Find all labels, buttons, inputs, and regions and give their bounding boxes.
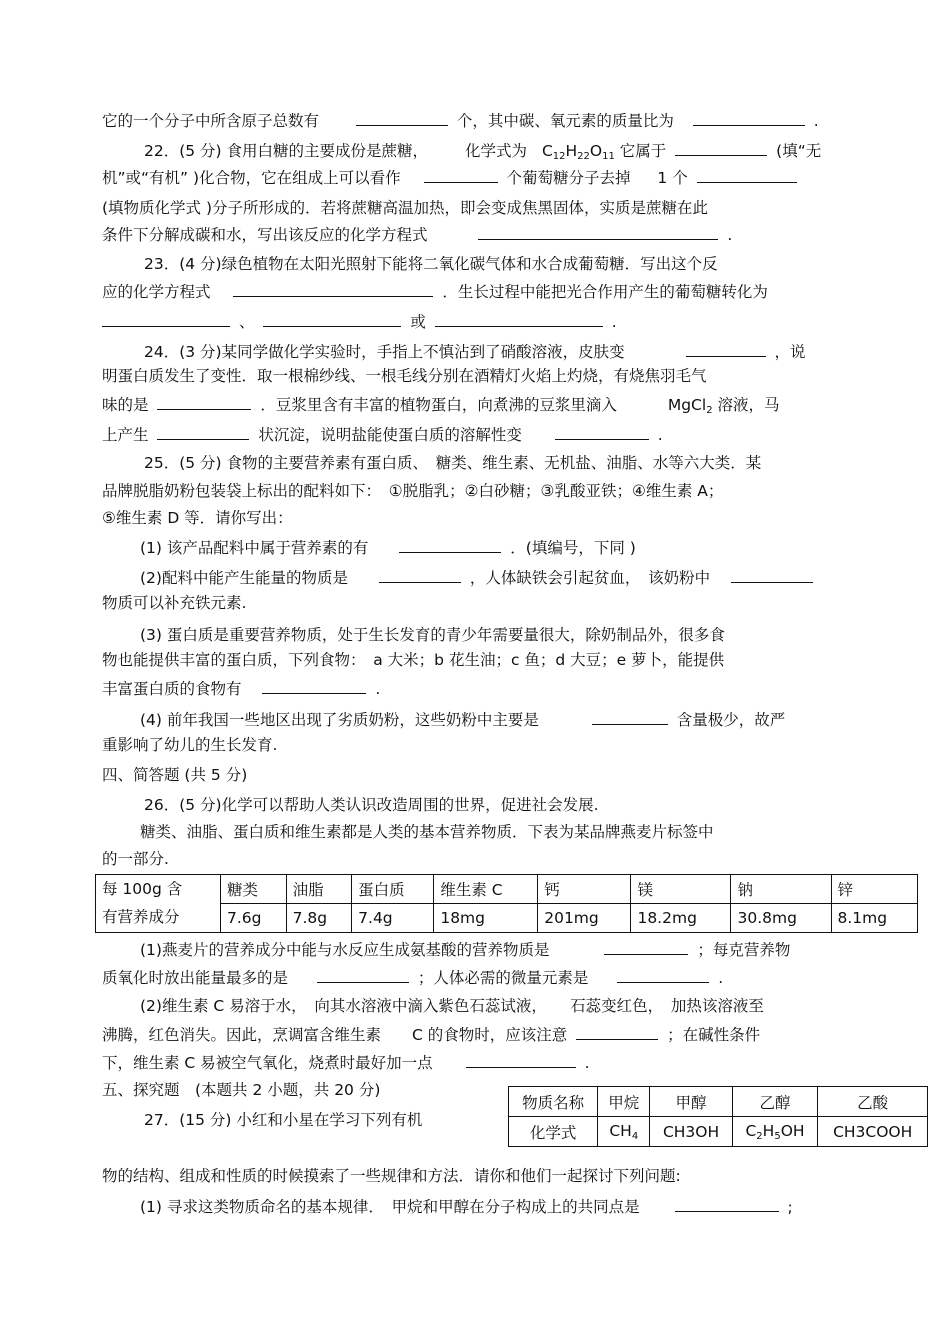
- text: MgCl: [667, 396, 707, 414]
- answer-blank[interactable]: [435, 311, 603, 327]
- table-cell: 化学式: [509, 1117, 598, 1147]
- text: 沸腾，红色消失。因此，烹调富含维生素 C 的食物时，应该注意: [102, 1026, 568, 1044]
- text: .: [813, 112, 819, 130]
- text-line: [140, 1196, 793, 1217]
- text-line: (3) 蛋白质是重要营养物质，处于生长发育的青少年需要量很大，除奶制品外，很多食: [140, 626, 725, 644]
- text: 机”或“有机” )化合物，它在组成上可以看作: [102, 169, 401, 187]
- answer-blank[interactable]: [592, 709, 668, 725]
- section-heading: 五、探究题 (本题共 2 小题，共 20 分): [102, 1081, 381, 1099]
- text: 24．(3 分)某同学做化学实验时，手指上不慎沾到了硝酸溶液，皮肤变: [144, 343, 625, 361]
- answer-blank[interactable]: [697, 167, 797, 183]
- text-line: [102, 1052, 590, 1073]
- question-25: 25．(5 分) 食物的主要营养素有蛋白质、 糖类、维生素、无机盐、油脂、水等六大类．某: [144, 454, 762, 472]
- text-line: [140, 537, 636, 558]
- table-cell: 镁: [631, 875, 731, 904]
- text: 它的一个分子中所含原子总数有: [102, 112, 320, 130]
- table-cell: CH3OH: [650, 1117, 732, 1147]
- text: ，人体缺铁会引起贫血， 该奶粉中: [469, 569, 711, 587]
- table-cell: 甲醇: [650, 1087, 732, 1117]
- table-cell: 钠: [731, 875, 831, 904]
- table-cell: 蛋白质: [352, 875, 434, 904]
- table-cell: 物质名称: [509, 1087, 598, 1117]
- text: .: [718, 969, 724, 987]
- text: (填“无: [776, 142, 822, 160]
- answer-blank[interactable]: [466, 1052, 576, 1068]
- answer-blank[interactable]: [263, 311, 401, 327]
- text-line: [140, 709, 785, 730]
- text: 条件下分解成碳和水，写出该反应的化学方程式: [102, 226, 428, 244]
- answer-blank[interactable]: [157, 424, 249, 440]
- text: ．(填编号，下同 ): [510, 539, 636, 557]
- answer-blank[interactable]: [356, 110, 448, 126]
- table-cell: 201mg: [538, 904, 631, 933]
- text: .: [375, 680, 381, 698]
- text: .: [584, 1054, 590, 1072]
- table-cell: $C_2H_5OH$: [732, 1117, 818, 1147]
- text-line: [102, 678, 380, 699]
- question-23: 23．(4 分)绿色植物在太阳光照射下能将二氧化碳气体和水合成葡萄糖．写出这个反: [144, 255, 718, 273]
- text-line: 品牌脱脂奶粉包装袋上标出的配料如下： ①脱脂乳；②白砂糖；③乳酸亚铁；④维生素 A；: [102, 482, 724, 500]
- text: 上产生: [102, 426, 149, 444]
- text: .: [611, 313, 617, 331]
- text-line: 物也能提供丰富的蛋白质，下列食物： a 大米；b 花生油；c 鱼；d 大豆；e 萝卜，能提供: [102, 651, 725, 669]
- answer-blank[interactable]: [478, 224, 718, 240]
- text-line: [140, 567, 817, 588]
- table-cell: 乙醇: [732, 1087, 818, 1117]
- answer-blank[interactable]: [731, 567, 813, 583]
- text: (2)配料中能产生能量的物质是: [140, 569, 348, 587]
- text: 状沉淀，说明盐能使蛋白质的溶解性变: [258, 426, 522, 444]
- answer-blank[interactable]: [379, 567, 461, 583]
- text: 含量极少，故严: [676, 711, 786, 729]
- table-cell: 18mg: [434, 904, 538, 933]
- text: 下，维生素 C 易被空气氧化，烧煮时最好加一点: [102, 1054, 433, 1072]
- text: 个葡萄糖分子去掉: [506, 169, 631, 187]
- text: ．生长过程中能把光合作用产生的葡萄糖转化为: [442, 283, 768, 301]
- text-line: [102, 281, 768, 302]
- text-line: [102, 424, 663, 445]
- sucrose-formula: $C_{12}H_{22}O_{11}$: [541, 142, 615, 162]
- answer-blank[interactable]: [675, 1196, 779, 1212]
- answer-blank[interactable]: [157, 394, 251, 410]
- text: (4) 前年我国一些地区出现了劣质奶粉，这些奶粉中主要是: [140, 711, 539, 729]
- text: (1)燕麦片的营养成分中能与水反应生成氨基酸的营养物质是: [140, 941, 550, 959]
- question-22: [144, 140, 821, 167]
- table-cell: 8.1mg: [831, 904, 917, 933]
- text-line: ⑤维生素 D 等．请你写出：: [102, 509, 293, 527]
- text: (1) 寻求这类物质命名的基本规律． 甲烷和甲醇在分子构成上的共同点是: [140, 1198, 640, 1216]
- text: 或: [410, 313, 426, 331]
- table-cell: 7.4g: [352, 904, 434, 933]
- text-line: [102, 167, 797, 188]
- text: .: [727, 226, 733, 244]
- answer-blank[interactable]: [424, 167, 498, 183]
- text-line: [102, 394, 780, 421]
- text: 质氧化时放出能量最多的是: [102, 969, 289, 987]
- table-cell: 7.6g: [221, 904, 287, 933]
- answer-blank[interactable]: [233, 281, 433, 297]
- table-cell: 甲烷: [598, 1087, 650, 1117]
- text: ．豆浆里含有丰富的植物蛋白，向煮沸的豆浆里滴入: [260, 396, 617, 414]
- question-24: [144, 341, 806, 362]
- text-line: [102, 311, 617, 332]
- section-heading: 四、简答题 (共 5 分): [102, 766, 248, 784]
- table-header-cell: 每 100g 含 有营养成分: [96, 875, 221, 933]
- text: 、: [238, 313, 255, 331]
- text-line: 重影响了幼儿的生长发育.: [102, 736, 278, 754]
- answer-blank[interactable]: [102, 311, 230, 327]
- text: 丰富蛋白质的食物有: [102, 680, 242, 698]
- table-row: [509, 1087, 928, 1117]
- text: (1) 该产品配料中属于营养素的有: [140, 539, 369, 557]
- table-cell: 糖类: [221, 875, 287, 904]
- text: ；人体必需的微量元素是: [417, 969, 589, 987]
- text: .: [657, 426, 663, 444]
- table-cell: 钙: [538, 875, 631, 904]
- text: 22．(5 分) 食用白糖的主要成份是蔗糖，: [144, 142, 429, 160]
- answer-blank[interactable]: [317, 967, 409, 983]
- answer-blank[interactable]: [262, 678, 366, 694]
- table-cell: $CH_4$: [598, 1117, 650, 1147]
- text-line: (填物质化学式 )分子所形成的．若将蔗糖高温加热，即会变成焦黑固体，实质是蔗糖在此: [102, 199, 709, 217]
- table-row: [96, 875, 918, 904]
- answer-blank[interactable]: [576, 1024, 658, 1040]
- text-line: 明蛋白质发生了变性．取一根棉纱线、一根毛线分别在酒精灯火焰上灼烧，有烧焦羽毛气: [102, 367, 707, 385]
- answer-blank[interactable]: [693, 110, 805, 126]
- text-line: [102, 110, 819, 131]
- answer-blank[interactable]: [555, 424, 649, 440]
- table-cell: 乙酸: [818, 1087, 928, 1117]
- substance-table: [508, 1086, 928, 1147]
- table-cell: 维生素 C: [434, 875, 538, 904]
- subscript: 2: [706, 405, 713, 416]
- table-cell: 锌: [831, 875, 917, 904]
- text-line: [102, 967, 723, 988]
- text-line: [102, 224, 732, 245]
- text: 个，其中碳、氧元素的质量比为: [456, 112, 674, 130]
- table-cell: CH3COOH: [818, 1117, 928, 1147]
- text-line: (2)维生素 C 易溶于水， 向其水溶液中滴入紫色石蕊试液， 石蕊变红色， 加热该溶液至: [140, 997, 764, 1015]
- answer-blank[interactable]: [617, 967, 709, 983]
- text-line: [102, 1024, 760, 1045]
- text: 1 个: [657, 169, 688, 187]
- text: 它属于: [619, 142, 667, 160]
- text: ;: [787, 1198, 793, 1216]
- answer-blank[interactable]: [604, 939, 688, 955]
- text: 化学式为: [464, 142, 527, 160]
- text: 应的化学方程式: [102, 283, 211, 301]
- table-cell: 7.8g: [286, 904, 352, 933]
- answer-blank[interactable]: [675, 140, 767, 156]
- text-line: 糖类、油脂、蛋白质和维生素都是人类的基本营养物质．下表为某品牌燕麦片标签中: [140, 823, 714, 841]
- table-row: [509, 1117, 928, 1147]
- text-line: 物的结构、组成和性质的时候摸索了一些规律和方法．请你和他们一起探讨下列问题:: [102, 1167, 681, 1185]
- text: 味的是: [102, 396, 149, 414]
- question-26: 26．(5 分)化学可以帮助人类认识改造周围的世界，促进社会发展.: [144, 796, 599, 814]
- table-cell: 30.8mg: [731, 904, 831, 933]
- question-27: 27．(15 分) 小红和小星在学习下列有机: [144, 1111, 423, 1129]
- text-line: 物质可以补充铁元素.: [102, 594, 247, 612]
- text-line: 的一部分.: [102, 850, 169, 868]
- answer-blank[interactable]: [686, 341, 766, 357]
- text: ；在碱性条件: [667, 1026, 761, 1044]
- text-line: [140, 939, 790, 960]
- nutrition-table: [95, 874, 918, 933]
- text: ，说: [774, 343, 806, 361]
- text: ；每克营养物: [697, 941, 791, 959]
- answer-blank[interactable]: [399, 537, 501, 553]
- text: 溶液，马: [717, 396, 780, 414]
- table-cell: 18.2mg: [631, 904, 731, 933]
- table-cell: 油脂: [286, 875, 352, 904]
